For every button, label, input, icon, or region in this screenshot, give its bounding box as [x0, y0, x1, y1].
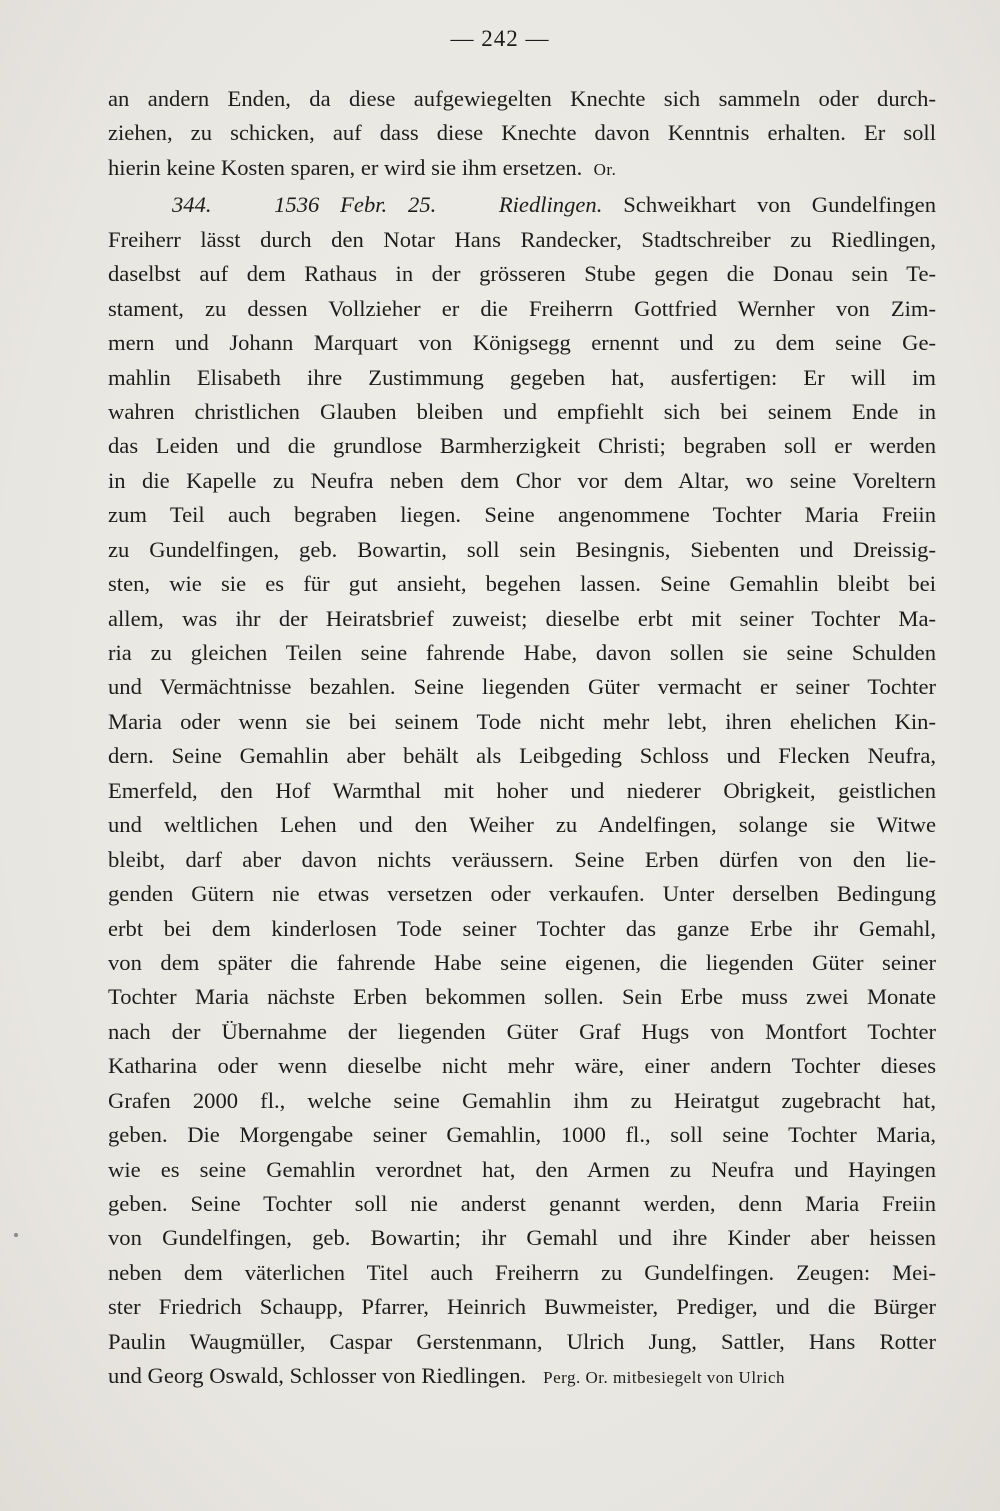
text-line: nach der Übernahme der liegenden Güter Graf Hugs von Montfort Tochter: [108, 1018, 936, 1044]
text-line: Maria oder wenn sie bei seinem Tode nicht mehr lebt, ihren ehelichen Kin-: [108, 708, 936, 734]
text-line: erbt bei dem kinderlosen Tode seiner Tochter das ganze Erbe ihr Gemahl,: [108, 915, 936, 941]
body-text: [108, 82, 936, 1394]
regest-source-note: Perg. Or. mitbesiegelt von Ulrich: [543, 1368, 785, 1388]
regest-number: 344.: [172, 192, 212, 218]
regest-date: 1536 Febr. 25.: [274, 192, 437, 218]
text-line: zu Gundelfingen, geb. Bowartin, soll sein Besingnis, Siebenten und Dreissig-: [108, 536, 936, 562]
text-line: an andern Enden, da diese aufgewiegelten Knechte sich sammeln oder durch-: [108, 86, 936, 111]
text-line: Paulin Waugmüller, Caspar Gerstenmann, Ulrich Jung, Sattler, Hans Rotter: [108, 1328, 936, 1354]
text-line: mahlin Elisabeth ihre Zustimmung gegeben hat, ausfertigen: Er will im: [108, 364, 936, 390]
text-line: geben. Seine Tochter soll nie anderst genannt werden, denn Maria Freiin: [108, 1191, 936, 1216]
text-line: neben dem väterlichen Titel auch Freiherrn zu Gundelfingen. Zeugen: Mei-: [108, 1259, 936, 1285]
text-line: von Gundelfingen, geb. Bowartin; ihr Gemahl und ihre Kinder aber heissen: [108, 1225, 936, 1251]
text-line: Freiherr lässt durch den Notar Hans Randecker, Stadtschreiber zu Riedlingen,: [108, 226, 936, 252]
regest-last-line-text: und Georg Oswald, Schlosser von Riedlingen.: [108, 1363, 527, 1389]
text-line: ster Friedrich Schaupp, Pfarrer, Heinrich Buwmeister, Prediger, und die Bürger: [108, 1294, 936, 1320]
text-line: und weltlichen Lehen und den Weiher zu Andelfingen, solange sie Witwe: [108, 812, 936, 838]
text-line: Grafen 2000 fl., welche seine Gemahlin ihm zu Heiratgut zugebracht hat,: [108, 1087, 936, 1113]
text-line: zum Teil auch begraben liegen. Seine angenommene Tochter Maria Freiin: [108, 502, 936, 528]
regest-heading-line: [108, 188, 936, 222]
regest-place: Riedlingen.: [498, 192, 603, 218]
text-line: wahren christlichen Glauben bleiben und empfiehlt sich bei seinem Ende in: [108, 398, 936, 424]
text-line: sten, wie sie es für gut ansieht, begehen lassen. Seine Gemahlin bleibt bei: [108, 571, 936, 597]
text-line: genden Gütern nie etwas versetzen oder verkaufen. Unter derselben Bedingung: [108, 881, 936, 907]
text-line: das Leiden und die grundlose Barmherzigkeit Christi; begraben soll er werden: [108, 433, 936, 459]
text-line: und Vermächtnisse bezahlen. Seine liegenden Güter vermacht er seiner Tochter: [108, 674, 936, 700]
text-line: allem, was ihr der Heiratsbrief zuweist; dieselbe erbt mit seiner Tochter Ma-: [108, 605, 936, 631]
text-line: wie es seine Gemahlin verordnet hat, den Armen zu Neufra und Hayingen: [108, 1156, 936, 1182]
text-line: bleibt, darf aber davon nichts veräussern. Seine Erben dürfen von den lie-: [108, 846, 936, 872]
text-line-content: hierin keine Kosten sparen, er wird sie ihm ersetzen.: [108, 154, 583, 180]
text-line: Emerfeld, den Hof Warmthal mit hoher und niederer Obrigkeit, geistlichen: [108, 777, 936, 803]
text-line: daselbst auf dem Rathaus in der grösseren Stube gegen die Donau sein Te-: [108, 261, 936, 287]
text-line: stament, zu dessen Vollzieher er die Freiherrn Gottfried Wernher von Zim-: [108, 295, 936, 321]
source-note: Or.: [593, 159, 617, 179]
text-line: dern. Seine Gemahlin aber behält als Leibgeding Schloss und Flecken Neufra,: [108, 743, 936, 769]
text-line: in die Kapelle zu Neufra neben dem Chor vor dem Altar, wo seine Voreltern: [108, 467, 936, 493]
regest-last-line: [108, 1359, 936, 1393]
margin-speck: [14, 1233, 18, 1237]
text-line: ziehen, zu schicken, auf dass diese Knechte davon Kenntnis erhalten. Er soll: [108, 120, 936, 146]
regest-first-line: Schweikhart von Gundelfingen: [623, 192, 936, 218]
text-line: Tochter Maria nächste Erben bekommen sollen. Sein Erbe muss zwei Monate: [108, 984, 936, 1010]
text-line: von dem später die fahrende Habe seine eigenen, die liegenden Güter seiner: [108, 949, 936, 975]
text-line: geben. Die Morgengabe seiner Gemahlin, 1000 fl., soll seine Tochter Maria,: [108, 1122, 936, 1148]
text-line: ria zu gleichen Teilen seine fahrende Habe, davon sollen sie seine Schulden: [108, 640, 936, 665]
page-number: — 242 —: [450, 26, 550, 51]
text-line: [108, 151, 936, 185]
text-line: mern und Johann Marquart von Königsegg ernennt und zu dem seine Ge-: [108, 330, 936, 356]
regest-body: [108, 223, 936, 1359]
text-line: Katharina oder wenn dieselbe nicht mehr wäre, einer andern Tochter dieses: [108, 1053, 936, 1079]
